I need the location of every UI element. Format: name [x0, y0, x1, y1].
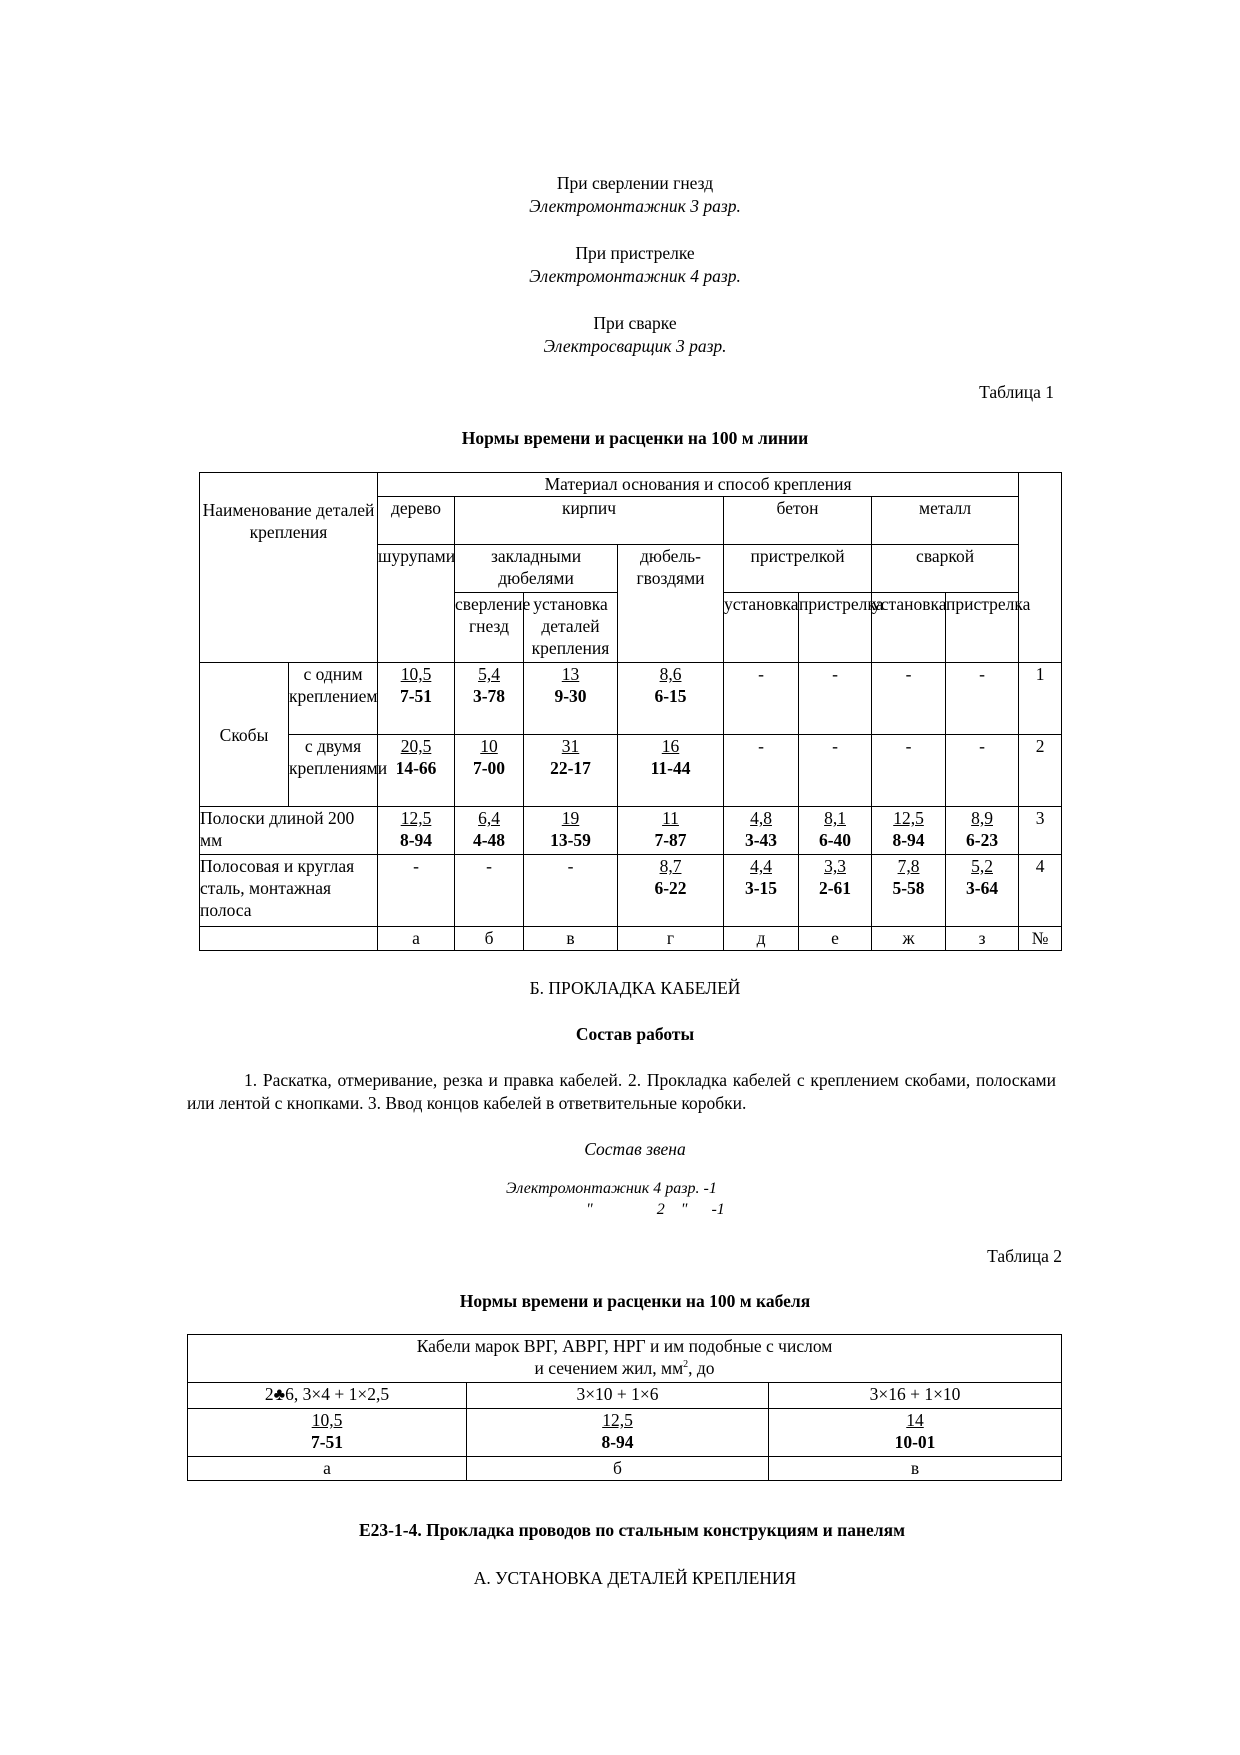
header-worker: Электромонтажник 4 разр.: [529, 266, 741, 286]
footer-letter: б: [455, 927, 524, 951]
value-cell: -: [799, 735, 872, 807]
value-cell: 31 22-17: [524, 735, 618, 807]
row-number: 1: [1019, 663, 1062, 735]
header-block-1: [0, 172, 1240, 218]
header-metal: металл: [872, 497, 1019, 545]
value-cell: -: [724, 735, 799, 807]
value-cell: 19 13-59: [524, 807, 618, 855]
row-name: с двумя креплениями: [289, 735, 378, 807]
value-cell: 3,3 2-61: [799, 855, 872, 927]
table1-caption: Нормы времени и расценки на 100 м линии: [461, 428, 809, 448]
value-cell: 12,5 8-94: [378, 807, 455, 855]
footer-letter: в: [524, 927, 618, 951]
value-cell: -: [946, 663, 1019, 735]
table2-label: Таблица 2: [987, 1246, 1062, 1266]
header-shot-concrete: пристрелка: [799, 593, 872, 663]
value-cell: 14 10-01: [769, 1409, 1062, 1457]
norms-table-2: [187, 1334, 1062, 1481]
header-install-details: установка деталей крепления: [524, 593, 618, 663]
footer-letter: а: [378, 927, 455, 951]
value-cell: 6,4 4-48: [455, 807, 524, 855]
header-block-3: [0, 312, 1240, 358]
table-footer-row: [200, 927, 1062, 951]
footer-letter: г: [618, 927, 724, 951]
cable-col-header: 3×16 + 1×10: [769, 1383, 1062, 1409]
value-cell: 4,8 3-43: [724, 807, 799, 855]
footer-letter: б: [467, 1457, 769, 1481]
group-label: Скобы: [200, 663, 289, 807]
cable-col-header: 3×10 + 1×6: [467, 1383, 769, 1409]
value-cell: -: [378, 855, 455, 927]
footer-letter: ж: [872, 927, 946, 951]
row-number: 3: [1019, 807, 1062, 855]
crew-title: Состав звена: [584, 1139, 686, 1159]
value-cell: 12,5 8-94: [872, 807, 946, 855]
header-title: При пристрелке: [575, 243, 695, 263]
header-block-2: [0, 242, 1240, 288]
table-row: [200, 735, 1062, 807]
value-cell: 8,9 6-23: [946, 807, 1019, 855]
footer-empty: [200, 927, 378, 951]
footer-letter: з: [946, 927, 1019, 951]
header-install-concrete: установка: [724, 593, 799, 663]
header-drilling: сверление гнезд: [455, 593, 524, 663]
header-wood: дерево: [378, 497, 455, 545]
value-cell: 13 9-30: [524, 663, 618, 735]
value-cell: -: [872, 735, 946, 807]
value-cell: 12,5 8-94: [467, 1409, 769, 1457]
value-cell: 5,2 3-64: [946, 855, 1019, 927]
section-e23-heading: Е23-1-4. Прокладка проводов по стальным конструкциям и панелям: [359, 1520, 905, 1540]
value-cell: 8,6 6-15: [618, 663, 724, 735]
value-cell: -: [524, 855, 618, 927]
header-name-col: Наименование деталей крепления: [200, 473, 378, 663]
section-a-subheading: А. УСТАНОВКА ДЕТАЛЕЙ КРЕПЛЕНИЯ: [473, 1568, 797, 1588]
table-row: [200, 663, 1062, 735]
row-number: 4: [1019, 855, 1062, 927]
norms-table-1: [199, 472, 1062, 951]
header-worker: Электромонтажник 3 разр.: [529, 196, 741, 216]
header-install-metal: установка: [872, 593, 946, 663]
value-cell: -: [799, 663, 872, 735]
cable-header-line-1: Кабели марок ВРГ, АВРГ, НРГ и им подобные с числом: [416, 1336, 833, 1356]
value-cell: -: [724, 663, 799, 735]
footer-letter: в: [769, 1457, 1062, 1481]
crew-line-1: Электромонтажник 4 разр. -1: [506, 1180, 717, 1197]
footer-number-sign: №: [1019, 927, 1062, 951]
footer-letter: а: [188, 1457, 467, 1481]
table-footer-row: [188, 1457, 1062, 1481]
work-composition-text: 1. Раскатка, отмеривание, резка и правка кабелей. 2. Прокладка кабелей с креплением скобами, полосками или лентой с кнопками. 3. Ввод концов кабелей в ответвительные коробки.: [187, 1070, 1056, 1113]
header-shot-metal: пристрелка: [946, 593, 1019, 663]
header-num-empty: [1019, 473, 1062, 663]
table1-label: Таблица 1: [979, 382, 1054, 402]
header-concrete: бетон: [724, 497, 872, 545]
crew-line-2: " 2 " -1: [586, 1201, 725, 1218]
row-name: с одним креплением: [289, 663, 378, 735]
value-cell: 7,8 5-58: [872, 855, 946, 927]
header-title: При сверлении гнезд: [556, 173, 714, 193]
table-row: [188, 1409, 1062, 1457]
value-cell: 8,7 6-22: [618, 855, 724, 927]
row-name: Полоски длиной 200 мм: [200, 807, 378, 855]
header-brick: кирпич: [455, 497, 724, 545]
header-shooting: пристрелкой: [724, 545, 872, 593]
header-title: При сварке: [593, 313, 677, 333]
value-cell: 11 7-87: [618, 807, 724, 855]
value-cell: 20,5 14-66: [378, 735, 455, 807]
table-row: [200, 807, 1062, 855]
value-cell: 16 11-44: [618, 735, 724, 807]
header-dowel-nails: дюбель-гвоздями: [618, 545, 724, 663]
header-screws: шурупами: [378, 545, 455, 663]
value-cell: 10,5 7-51: [188, 1409, 467, 1457]
table2-caption: Нормы времени и расценки на 100 м кабеля: [459, 1291, 811, 1311]
section-b-title: Б. ПРОКЛАДКА КАБЕЛЕЙ: [529, 978, 741, 998]
value-cell: 8,1 6-40: [799, 807, 872, 855]
cable-col-header: 2♣6, 3×4 + 1×2,5: [188, 1383, 467, 1409]
value-cell: -: [872, 663, 946, 735]
value-cell: 10,5 7-51: [378, 663, 455, 735]
footer-letter: е: [799, 927, 872, 951]
cable-header-line-2: и сечением жил, $мм^2$, до: [534, 1358, 715, 1378]
row-name: Полосовая и круглая сталь, монтажная полоса: [200, 855, 378, 927]
header-material: Материал основания и способ крепления: [378, 473, 1019, 497]
value-cell: -: [946, 735, 1019, 807]
footer-letter: д: [724, 927, 799, 951]
cable-header: [188, 1335, 1062, 1383]
table-row: [200, 855, 1062, 927]
value-cell: 4,4 3-15: [724, 855, 799, 927]
value-cell: 5,4 3-78: [455, 663, 524, 735]
header-worker: Электросварщик 3 разр.: [543, 336, 727, 356]
value-cell: -: [455, 855, 524, 927]
row-number: 2: [1019, 735, 1062, 807]
header-welding: сваркой: [872, 545, 1019, 593]
header-embedded: закладными дюбелями: [455, 545, 618, 593]
value-cell: 10 7-00: [455, 735, 524, 807]
work-composition-title: Состав работы: [575, 1024, 695, 1044]
